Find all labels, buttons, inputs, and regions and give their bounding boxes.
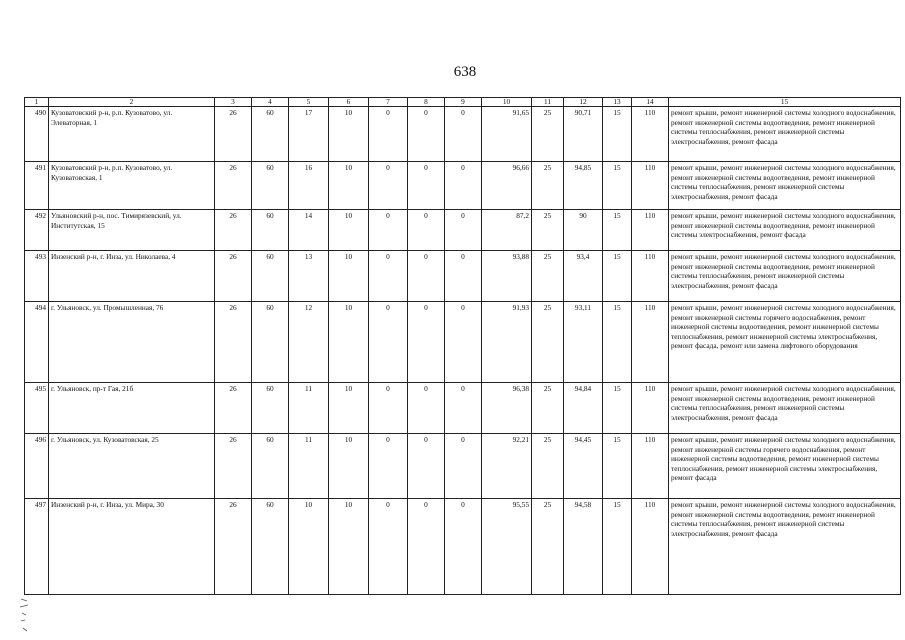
column-number: 3	[215, 98, 252, 107]
value-cell: 12	[289, 302, 329, 383]
table-row	[25, 383, 901, 434]
address-cell: г. Ульяновск, пр-т Гая, 21б	[49, 383, 215, 434]
value-cell: 0	[445, 107, 482, 162]
value-cell: 0	[408, 162, 445, 210]
value-cell: 0	[369, 302, 408, 383]
value-cell: 96,38	[482, 383, 532, 434]
column-number: 10	[482, 98, 532, 107]
value-cell: 13	[289, 251, 329, 302]
table-row	[25, 162, 901, 210]
column-number: 7	[369, 98, 408, 107]
value-cell: 91,93	[482, 302, 532, 383]
column-number: 6	[329, 98, 369, 107]
column-number: 15	[669, 98, 901, 107]
value-cell: 15	[603, 107, 632, 162]
works-cell: ремонт крыши, ремонт инженерной системы холодного водоснабжения, ремонт инженерной системы водоотведения, ремонт инженерной системы теплоснабжения, ремонт инженерной системы электроснабжения, ремонт фасада	[669, 162, 901, 210]
value-cell: 0	[445, 251, 482, 302]
value-cell: 94,45	[564, 434, 603, 499]
value-cell: 110	[632, 499, 669, 595]
value-cell: 14	[289, 210, 329, 251]
value-cell: 26	[215, 107, 252, 162]
value-cell: 25	[532, 162, 564, 210]
value-cell: 0	[369, 434, 408, 499]
value-cell: 96,66	[482, 162, 532, 210]
data-table	[24, 97, 901, 595]
column-number: 5	[289, 98, 329, 107]
row-number-cell: 492	[25, 210, 49, 251]
value-cell: 87,2	[482, 210, 532, 251]
value-cell: 60	[252, 302, 289, 383]
address-cell: Кузоватовский р-н, р.п. Кузоватово, ул. Элеваторная, 1	[49, 107, 215, 162]
row-number-cell: 497	[25, 499, 49, 595]
value-cell: 0	[408, 210, 445, 251]
table-row	[25, 107, 901, 162]
value-cell: 60	[252, 210, 289, 251]
value-cell: 95,55	[482, 499, 532, 595]
works-cell: ремонт крыши, ремонт инженерной системы холодного водоснабжения, ремонт инженерной системы водоотведения, ремонт инженерной системы теплоснабжения, ремонт инженерной системы электроснабжения, ремонт фасада	[669, 383, 901, 434]
value-cell: 0	[369, 210, 408, 251]
value-cell: 110	[632, 251, 669, 302]
page-number: 638	[453, 64, 477, 80]
value-cell: 10	[329, 107, 369, 162]
value-cell: 60	[252, 434, 289, 499]
address-cell: г. Ульяновск, ул. Кузоватовская, 25	[49, 434, 215, 499]
row-number-cell: 494	[25, 302, 49, 383]
value-cell: 0	[369, 162, 408, 210]
column-number: 14	[632, 98, 669, 107]
value-cell: 26	[215, 210, 252, 251]
row-number-cell: 491	[25, 162, 49, 210]
works-cell: ремонт крыши, ремонт инженерной системы холодного водоснабжения, ремонт инженерной системы горячего водоснабжения, ремонт инженерной системы водоотведения, ремонт инженерной системы теплоснабжения, ремонт инженерной системы электроснабжения, ремонт фасада	[669, 434, 901, 499]
column-number: 9	[445, 98, 482, 107]
scan-margin-marks	[18, 595, 32, 635]
value-cell: 93,88	[482, 251, 532, 302]
value-cell: 10	[329, 434, 369, 499]
value-cell: 0	[369, 107, 408, 162]
value-cell: 17	[289, 107, 329, 162]
value-cell: 0	[408, 251, 445, 302]
value-cell: 90,71	[564, 107, 603, 162]
value-cell: 93,11	[564, 302, 603, 383]
value-cell: 26	[215, 499, 252, 595]
value-cell: 110	[632, 210, 669, 251]
value-cell: 26	[215, 162, 252, 210]
value-cell: 110	[632, 383, 669, 434]
value-cell: 25	[532, 499, 564, 595]
table-row	[25, 210, 901, 251]
value-cell: 15	[603, 434, 632, 499]
value-cell: 15	[603, 210, 632, 251]
address-cell: г. Ульяновск, ул. Промышленная, 76	[49, 302, 215, 383]
value-cell: 11	[289, 434, 329, 499]
value-cell: 11	[289, 383, 329, 434]
value-cell: 15	[603, 383, 632, 434]
value-cell: 0	[369, 383, 408, 434]
value-cell: 26	[215, 251, 252, 302]
value-cell: 10	[289, 499, 329, 595]
column-number: 8	[408, 98, 445, 107]
column-number: 1	[25, 98, 49, 107]
value-cell: 110	[632, 162, 669, 210]
value-cell: 10	[329, 499, 369, 595]
value-cell: 15	[603, 499, 632, 595]
value-cell: 0	[445, 499, 482, 595]
row-number-cell: 495	[25, 383, 49, 434]
value-cell: 25	[532, 210, 564, 251]
value-cell: 110	[632, 107, 669, 162]
value-cell: 0	[445, 383, 482, 434]
value-cell: 60	[252, 251, 289, 302]
value-cell: 0	[445, 302, 482, 383]
address-cell: Кузоватовский р-н, р.п. Кузоватово, ул. Кузоватовская, 1	[49, 162, 215, 210]
row-number-cell: 490	[25, 107, 49, 162]
value-cell: 10	[329, 302, 369, 383]
value-cell: 10	[329, 162, 369, 210]
value-cell: 15	[603, 162, 632, 210]
row-number-cell: 493	[25, 251, 49, 302]
value-cell: 0	[369, 251, 408, 302]
value-cell: 25	[532, 251, 564, 302]
column-number: 12	[564, 98, 603, 107]
value-cell: 0	[408, 107, 445, 162]
value-cell: 92,21	[482, 434, 532, 499]
value-cell: 94,58	[564, 499, 603, 595]
value-cell: 0	[445, 434, 482, 499]
value-cell: 10	[329, 210, 369, 251]
value-cell: 26	[215, 302, 252, 383]
value-cell: 94,84	[564, 383, 603, 434]
value-cell: 90	[564, 210, 603, 251]
address-cell: Ульяновский р-н, пос. Тимирязевский, ул. Институтская, 15	[49, 210, 215, 251]
works-cell: ремонт крыши, ремонт инженерной системы холодного водоснабжения, ремонт инженерной системы водоотведения, ремонт инженерной системы электроснабжения, ремонт фасада	[669, 210, 901, 251]
table-row	[25, 499, 901, 595]
column-number-row	[25, 98, 901, 107]
value-cell: 60	[252, 383, 289, 434]
value-cell: 0	[445, 210, 482, 251]
row-number-cell: 496	[25, 434, 49, 499]
value-cell: 60	[252, 107, 289, 162]
value-cell: 94,85	[564, 162, 603, 210]
value-cell: 91,65	[482, 107, 532, 162]
value-cell: 25	[532, 302, 564, 383]
value-cell: 10	[329, 383, 369, 434]
value-cell: 110	[632, 434, 669, 499]
table-row	[25, 251, 901, 302]
value-cell: 60	[252, 499, 289, 595]
column-number: 4	[252, 98, 289, 107]
works-cell: ремонт крыши, ремонт инженерной системы холодного водоснабжения, ремонт инженерной системы водоотведения, ремонт инженерной системы теплоснабжения, ремонт инженерной системы электроснабжения, ремонт фасада	[669, 107, 901, 162]
address-cell: Инзенский р-н, г. Инза, ул. Николаева, 4	[49, 251, 215, 302]
value-cell: 10	[329, 251, 369, 302]
value-cell: 25	[532, 434, 564, 499]
value-cell: 0	[408, 302, 445, 383]
value-cell: 0	[369, 499, 408, 595]
works-cell: ремонт крыши, ремонт инженерной системы холодного водоснабжения, ремонт инженерной системы водоотведения, ремонт инженерной системы теплоснабжения, ремонт инженерной системы электроснабжения, ремонт фасада	[669, 251, 901, 302]
value-cell: 15	[603, 302, 632, 383]
value-cell: 25	[532, 383, 564, 434]
value-cell: 25	[532, 107, 564, 162]
value-cell: 60	[252, 162, 289, 210]
value-cell: 26	[215, 434, 252, 499]
column-number: 13	[603, 98, 632, 107]
table-row	[25, 434, 901, 499]
value-cell: 93,4	[564, 251, 603, 302]
works-cell: ремонт крыши, ремонт инженерной системы холодного водоснабжения, ремонт инженерной системы горячего водоснабжения, ремонт инженерной системы водоотведения, ремонт инженерной системы теплоснабжения, ремонт инженерной системы электроснабжения, ремонт фасада, ремонт или замена лифтового оборудования	[669, 302, 901, 383]
address-cell: Инзенский р-н, г. Инза, ул. Мира, 30	[49, 499, 215, 595]
table-row	[25, 302, 901, 383]
works-cell: ремонт крыши, ремонт инженерной системы холодного водоснабжения, ремонт инженерной системы водоотведения, ремонт инженерной системы теплоснабжения, ремонт инженерной системы электроснабжения, ремонт фасада	[669, 499, 901, 595]
column-number: 2	[49, 98, 215, 107]
value-cell: 0	[408, 499, 445, 595]
value-cell: 26	[215, 383, 252, 434]
value-cell: 15	[603, 251, 632, 302]
value-cell: 0	[408, 434, 445, 499]
value-cell: 110	[632, 302, 669, 383]
column-number: 11	[532, 98, 564, 107]
value-cell: 0	[445, 162, 482, 210]
value-cell: 16	[289, 162, 329, 210]
value-cell: 0	[408, 383, 445, 434]
